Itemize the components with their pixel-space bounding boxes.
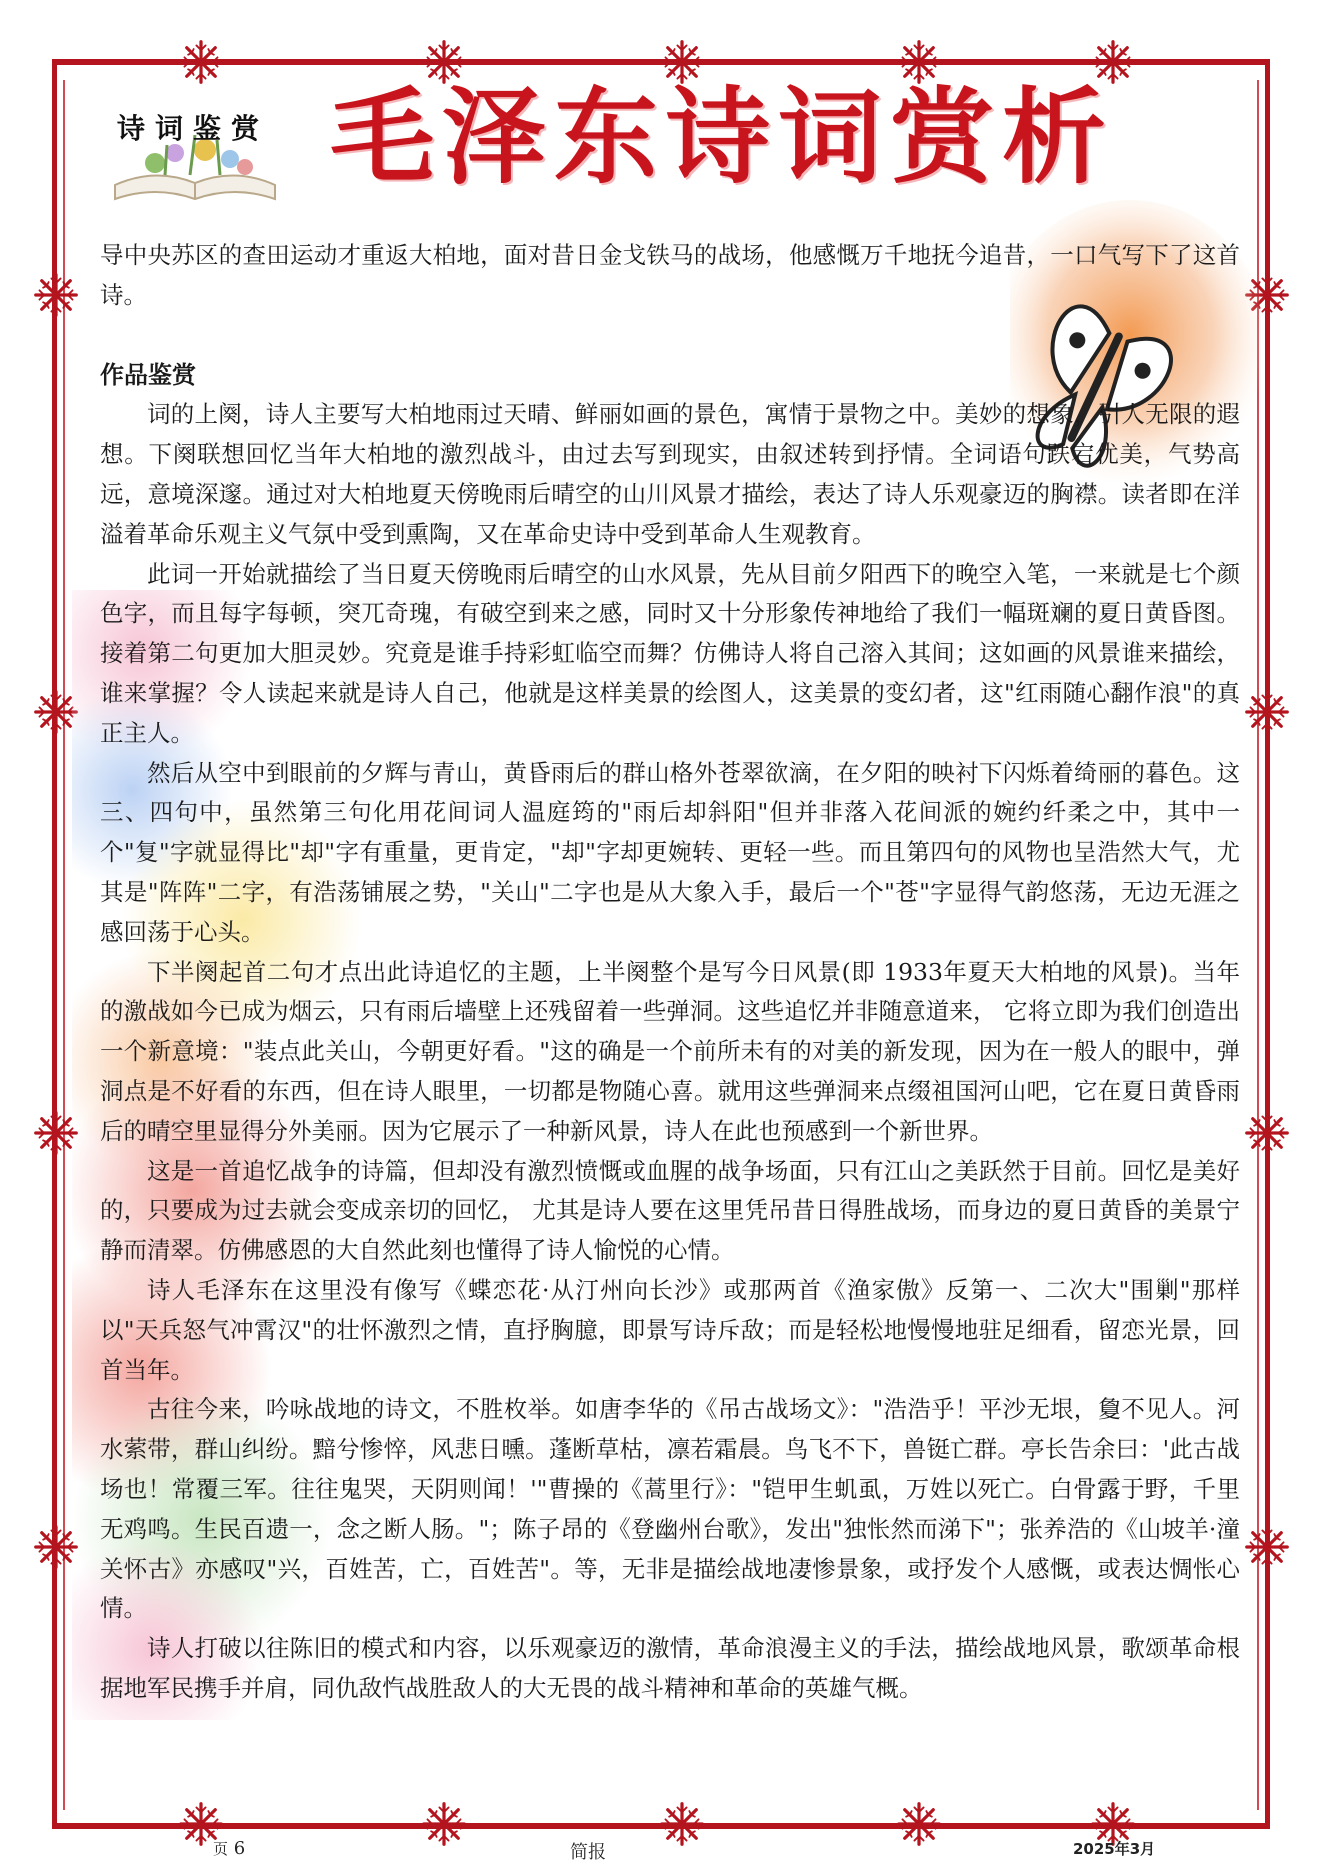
article-paragraph: 下半阕起首二句才点出此诗追忆的主题，上半阕整个是写今日风景(即 1933年夏天大柏地的风景)。当年的激战如今已成为烟云，只有雨后墙壁上还残留着一些弹洞。这些追忆并非随意道来， 它将立即为我们创造出一个新意境："装点此关山，今朝更好看。"这的确是一个前所未有的对美的新发现，因为在一般人的眼中，弹洞点是不好看的东西，但在诗人眼里，一切都是物随心喜。就用这些弹洞来点缀祖国河山吧，它在夏日黄昏雨后的晴空里显得分外美丽。因为它展示了一种新风景，诗人在此也预感到一个新世界。 [100,957,1240,1145]
article-paragraph: 古往今来，吟咏战地的诗文，不胜枚举。如唐李华的《吊古战场文》："浩浩乎！平沙无垠，敻不见人。河水萦带，群山纠纷。黯兮惨悴，风悲日曛。蓬断草枯，凛若霜晨。鸟飞不下，兽铤亡群。亭长告余曰：'此古战场也！常覆三军。往往鬼哭，天阴则闻！'"曹操的《蒿里行》："铠甲生虮虱，万姓以死亡。白骨露于野，千里无鸡鸣。生民百遗一，念之断人肠。"；陈子昂的《登幽州台歌》，发出"独怅然而涕下"；张养浩的《山坡羊·潼关怀古》亦感叹"兴，百姓苦，亡，百姓苦"。等，无非是描绘战地凄惨景象，或抒发个人感慨，或表达惆怅心情。 [100,1395,1240,1623]
intro-paragraph: 导中央苏区的查田运动才重返大柏地，面对昔日金戈铁马的战场，他感慨万千地抚今追昔，一口气写下了这首诗。 [100,241,1240,309]
article-body [100,236,1240,1709]
article-paragraph: 诗人打破以往陈旧的模式和内容，以乐观豪迈的激情，革命浪漫主义的手法，描绘战地风景，歌颂革命根据地军民携手并肩，同仇敌忾战胜敌人的大无畏的战斗精神和革命的英雄气概。 [100,1634,1240,1702]
logo-poetry-appreciation [95,95,295,215]
article-paragraph: 此词一开始就描绘了当日夏天傍晚雨后晴空的山水风景，先从目前夕阳西下的晚空入笔，一来就是七个颜色字，而且每字每顿，突兀奇瑰，有破空到来之感，同时又十分形象传神地给了我们一幅斑斓的夏日黄昏图。接着第二句更加大胆灵妙。究竟是谁手持彩虹临空而舞？仿佛诗人将自己溶入其间；这如画的风景谁来描绘，谁来掌握？令人读起来就是诗人自己，他就是这样美景的绘图人，这美景的变幻者，这"红雨随心翻作浪"的真正主人。 [100,559,1240,747]
article-paragraph: 词的上阕，诗人主要写大柏地雨过天晴、鲜丽如画的景色，寓情于景物之中。美妙的想象，引人无限的遐想。下阕联想回忆当年大柏地的激烈战斗，由过去写到现实，由叙述转到抒情。全词语句跌宕优美，气势高远，意境深邃。通过对大柏地夏天傍晚雨后晴空的山川风景才描绘，表达了诗人乐观豪迈的胸襟。读者即在洋溢着革命乐观主义气氛中受到熏陶，又在革命史诗中受到革命人生观教育。 [100,400,1240,548]
snowflake-ornament-icon [1244,1524,1290,1570]
snowflake-ornament-icon [33,272,79,318]
snowflake-ornament-icon [1244,689,1290,735]
page-label: 页 [213,1840,229,1858]
page-number-value: 6 [233,1838,246,1859]
footer-date: 2025年3月 [1073,1840,1156,1858]
snowflake-ornament-icon [659,1801,705,1847]
snowflake-ornament-icon [178,39,224,85]
article-paragraph: 这是一首追忆战争的诗篇，但却没有激烈愤慨或血腥的战争场面，只有江山之美跃然于目前。回忆是美好的，只要成为过去就会变成亲切的回忆， 尤其是诗人要在这里凭吊昔日得胜战场，而身边的夏日黄昏的美景宁静而清翠。仿佛感恩的大自然此刻也懂得了诗人愉悦的心情。 [100,1156,1240,1265]
article-paragraph: 然后从空中到眼前的夕辉与青山，黄昏雨后的群山格外苍翠欲滴，在夕阳的映衬下闪烁着绮丽的暮色。这三、四句中，虽然第三句化用花间词人温庭筠的"雨后却斜阳"但并非落入花间派的婉约纤柔之中，其中一个"复"字就显得比"却"字有重量，更肯定，"却"字却更婉转、更轻一些。而且第四句的风物也呈浩然大气，尤其是"阵阵"二字，有浩荡铺展之势，"关山"二字也是从大象入手，最后一个"苍"字显得气韵悠荡，无边无涯之感回荡于心头。 [100,758,1240,946]
section-heading: 作品鉴赏 [100,360,196,389]
page-title: 毛泽东诗词赏析 [330,76,1115,198]
snowflake-ornament-icon [1244,1110,1290,1156]
footer-center-text: 简报 [570,1842,606,1863]
snowflake-ornament-icon [896,1801,942,1847]
snowflake-ornament-icon [421,1801,467,1847]
page-number [213,1838,245,1859]
article-paragraph: 诗人毛泽东在这里没有像写《蝶恋花·从汀州向长沙》或那两首《渔家傲》反第一、二次大"围剿"那样以"天兵怒气冲霄汉"的壮怀激烈之情，直抒胸臆，即景写诗斥敌；而是轻松地慢慢地驻足细看，留恋光景，回首当年。 [100,1275,1240,1384]
logo-label: 诗词鉴赏 [117,112,270,145]
